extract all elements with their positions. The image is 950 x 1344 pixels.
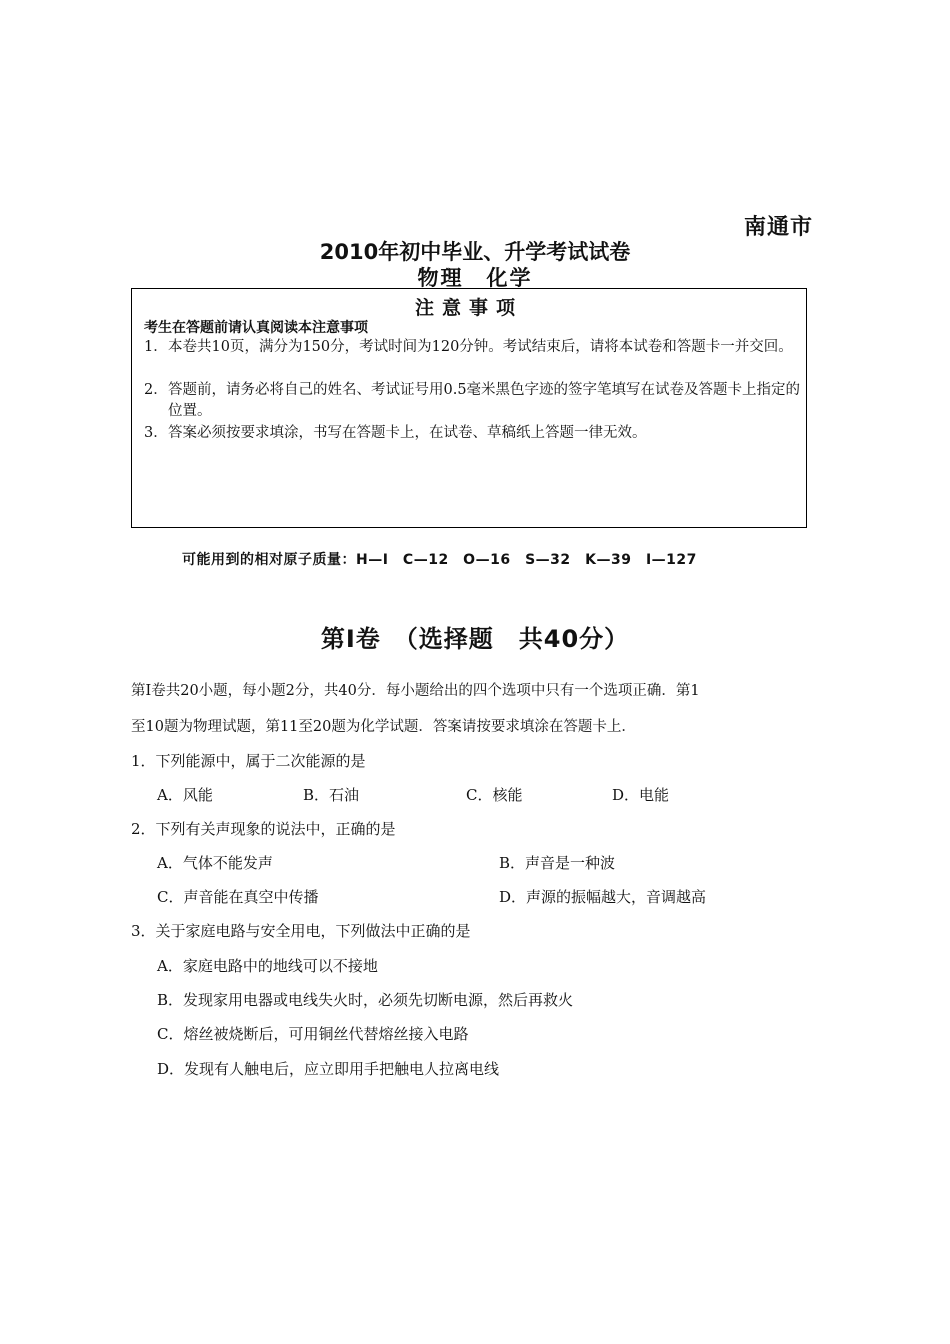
question-3-option-b: B．发现家用电器或电线失火时，必须先切断电源，然后再救火 [157,991,574,1009]
section-heading: 第Ⅰ卷 （选择题 共40分） [320,625,630,653]
question-1-option-a: A．风能 [157,786,213,804]
notice-box [131,288,807,528]
question-2-stem: 2．下列有关声现象的说法中，正确的是 [131,820,396,838]
question-3-option-a: A．家庭电路中的地线可以不接地 [157,957,378,975]
question-1-option-c: C．核能 [466,786,523,804]
question-1-stem: 1．下列能源中，属于二次能源的是 [131,752,366,770]
notice-item-text: 答案必须按要求填涂，书写在答题卡上，在试卷、草稿纸上答题一律无效。 [168,425,647,441]
notice-item-number: 2． [144,382,168,398]
notice-item-text: 答题前，请务必将自己的姓名、考试证号用0.5毫米黑色字迹的签字笔填写在试卷及答题卡上指定的位置。 [168,382,801,419]
question-2-option-b: B．声音是一种波 [499,854,616,872]
question-1-option-d: D．电能 [612,786,670,804]
question-1-option-b: B．石油 [303,786,360,804]
section-intro-line-2: 至10题为物理试题，第11至20题为化学试题．答案请按要求填涂在答题卡上． [131,719,636,735]
section-intro-line-1: 第Ⅰ卷共20小题，每小题2分，共40分．每小题给出的四个选项中只有一个选项正确．第1 [131,683,700,699]
notice-item-1 [144,337,804,358]
notice-item-number: 3． [144,425,168,441]
question-3-option-d: D．发现有人触电后，应立即用手把触电人拉离电线 [157,1060,500,1078]
notice-heading: 注意事项 [414,297,523,319]
atomic-masses: 可能用到的相对原子质量：H—I C—12 O—16 S—32 K—39 I—127 [182,552,697,568]
notice-intro: 考生在答题前请认真阅读本注意事项 [144,320,368,336]
city-name: 南通市 [744,215,814,240]
question-2-option-d: D．声源的振幅越大，音调越高 [499,888,707,906]
question-2-option-c: C．声音能在真空中传播 [157,888,319,906]
notice-item-2 [144,380,804,422]
question-3-stem: 3．关于家庭电路与安全用电，下列做法中正确的是 [131,922,471,940]
exam-title: 2010年初中毕业、升学考试试卷 [319,240,631,264]
notice-item-3 [144,423,804,444]
notice-item-text: 本卷共10页，满分为150分，考试时间为120分钟。考试结束后，请将本试卷和答题卡一并交回。 [168,339,793,355]
exam-subjects: 物理 化学 [417,266,533,290]
question-3-option-c: C．熔丝被烧断后，可用铜丝代替熔丝接入电路 [157,1025,469,1043]
notice-item-number: 1． [144,339,168,355]
question-2-option-a: A．气体不能发声 [157,854,273,872]
